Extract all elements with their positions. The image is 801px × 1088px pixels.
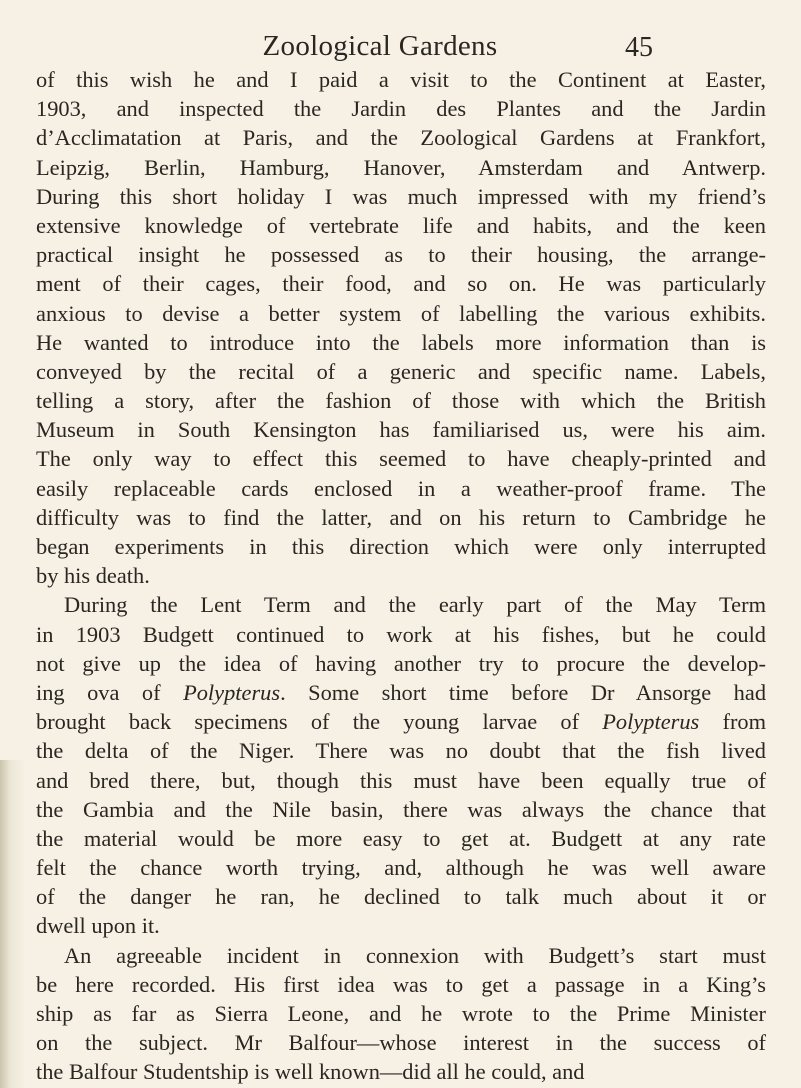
text-line <box>36 941 766 970</box>
text-line <box>36 153 766 182</box>
text-segment: anxious to devise a better system of labelling the various exhibits. <box>36 300 766 326</box>
text-segment: by his death. <box>36 563 150 589</box>
text-line <box>36 94 766 123</box>
text-line <box>36 415 766 444</box>
text-segment: practical insight he possessed as to their housing, the arrange- <box>36 242 766 268</box>
text-line <box>36 503 766 532</box>
text-segment: ship as far as Sierra Leone, and he wrote to the Prime Minister <box>36 1001 766 1026</box>
running-title: Zoological Gardens <box>262 30 498 62</box>
text-line <box>36 824 766 853</box>
text-segment: difficulty was to find the latter, and on his return to Cambridge he <box>36 504 766 530</box>
text-line <box>36 474 766 503</box>
text-line <box>36 65 766 94</box>
text-segment: easily replaceable cards enclosed in a weather-proof frame. The <box>36 475 766 501</box>
text-segment: from <box>699 709 767 735</box>
text-line <box>36 532 766 561</box>
text-segment: During the Lent Term and the early part of the May Term <box>64 592 766 618</box>
text-segment: During this short holiday I was much impressed with my friend’s <box>36 183 766 209</box>
text-line <box>36 123 766 152</box>
text-segment: . Some short time before Dr Ansorge had <box>280 679 767 705</box>
text-segment: brought back specimens of the young larvae of <box>36 709 603 735</box>
text-segment: Leipzig, Berlin, Hamburg, Hanover, Amsterdam and Antwerp. <box>36 154 766 180</box>
text-segment: of the danger he ran, he declined to talk much about it or <box>36 884 766 910</box>
text-line <box>36 620 766 649</box>
text-line <box>36 299 766 328</box>
text-segment: dwell upon it. <box>36 913 160 939</box>
text-line <box>36 328 766 357</box>
text-line <box>36 853 766 882</box>
italic-taxon-name: Polypterus <box>183 679 281 705</box>
text-segment: telling a story, after the fashion of those with which the British <box>36 388 766 414</box>
text-line <box>36 444 766 473</box>
text-segment: not give up the idea of having another try to procure the develop- <box>36 650 766 676</box>
text-segment: 1903, and inspected the Jardin des Plantes and the Jardin <box>36 96 766 122</box>
page-edge-shadow <box>0 760 26 1088</box>
text-segment: the Gambia and the Nile basin, there was always the chance that <box>36 796 766 822</box>
text-line <box>36 182 766 211</box>
text-line <box>36 561 766 590</box>
text-line <box>36 766 766 795</box>
text-line <box>36 970 766 999</box>
text-line <box>36 1057 766 1086</box>
text-segment: The only way to effect this seemed to have cheaply-printed and <box>36 446 766 472</box>
text-segment: on the subject. Mr Balfour—whose interest in the success of <box>36 1030 766 1056</box>
text-line <box>36 678 766 707</box>
text-line <box>36 211 766 240</box>
text-segment: in 1903 Budgett continued to work at his fishes, but he could <box>36 621 766 647</box>
text-line <box>36 649 766 678</box>
text-segment: began experiments in this direction which were only interrupted <box>36 534 766 559</box>
text-segment: the Balfour Studentship is well known—did all he could, and <box>36 1059 585 1085</box>
text-line <box>36 736 766 765</box>
text-segment: of this wish he and I paid a visit to the Continent at Easter, <box>36 67 766 92</box>
text-line <box>36 240 766 269</box>
text-line <box>36 882 766 911</box>
text-segment: He wanted to introduce into the labels more information than is <box>36 329 766 355</box>
text-segment: felt the chance worth trying, and, although he was well aware <box>36 855 766 881</box>
text-segment: ment of their cages, their food, and so on. He was particularly <box>36 271 766 297</box>
text-segment: Museum in South Kensington has familiarised us, were his aim. <box>36 417 766 443</box>
text-segment: ing ova of <box>36 679 184 705</box>
text-segment: be here recorded. His first idea was to get a passage in a King’s <box>36 971 766 997</box>
text-segment: and bred there, but, though this must have been equally true of <box>36 767 766 793</box>
page-number: 45 <box>625 32 653 63</box>
text-segment: d’Acclimatation at Paris, and the Zoological Gardens at Frankfort, <box>36 125 766 151</box>
text-line <box>36 911 766 940</box>
text-line <box>36 357 766 386</box>
text-line <box>36 795 766 824</box>
text-line <box>36 999 766 1028</box>
text-line <box>36 386 766 415</box>
text-line <box>36 1028 766 1057</box>
text-line <box>36 590 766 619</box>
text-segment: the delta of the Niger. There was no doubt that the fish lived <box>36 738 766 764</box>
text-segment: conveyed by the recital of a generic and specific name. Labels, <box>36 358 766 384</box>
text-line <box>36 269 766 298</box>
body-text <box>36 65 766 1087</box>
text-segment: extensive knowledge of vertebrate life and habits, and the keen <box>36 212 766 238</box>
italic-taxon-name: Polypterus <box>602 709 700 735</box>
text-line <box>36 707 766 736</box>
page-header <box>0 30 801 70</box>
text-segment: the material would be more easy to get at. Budgett at any rate <box>36 825 766 851</box>
text-segment: An agreeable incident in connexion with Budgett’s start must <box>64 942 766 968</box>
